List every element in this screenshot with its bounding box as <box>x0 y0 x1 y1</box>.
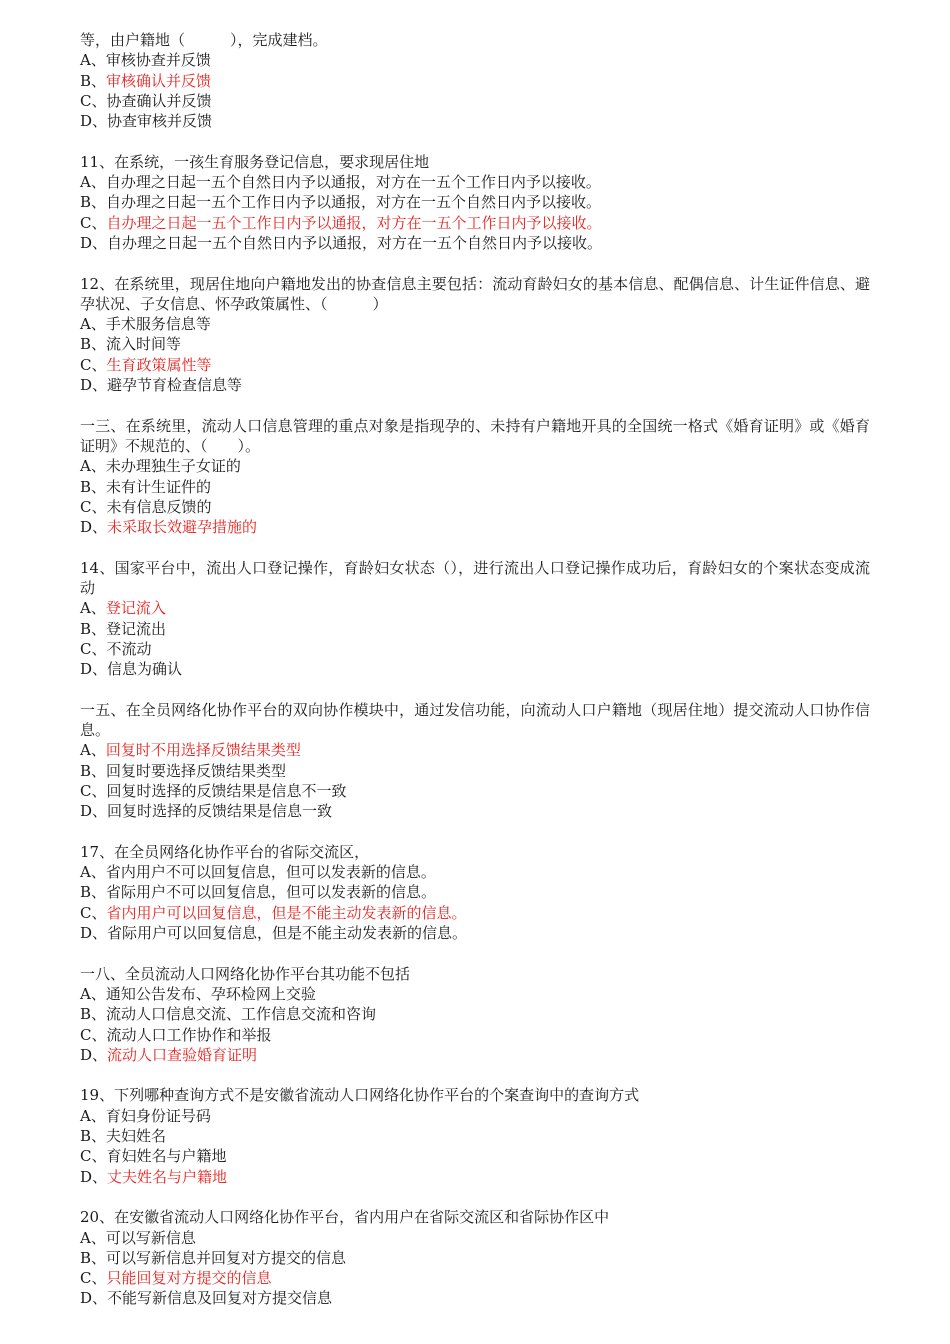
question-stem: 20、在安徽省流动人口网络化协作平台，省内用户在省际交流区和省际协作区中 <box>80 1208 610 1227</box>
correct-answer-text: 登记流入 <box>105 599 166 618</box>
correct-answer-text: 省内用户可以回复信息，但是不能主动发表新的信息。 <box>106 903 467 922</box>
option-letter: C、 <box>80 639 107 658</box>
option-letter: B、 <box>80 477 107 496</box>
option-text: 回复时要选择反馈结果类型 <box>106 761 287 780</box>
answer-option <box>80 1248 870 1268</box>
answer-option <box>80 801 870 821</box>
correct-answer-text: 流动人口查验婚育证明 <box>107 1045 258 1064</box>
answer-option <box>80 50 870 70</box>
question-block <box>80 964 870 1065</box>
question-block <box>80 30 870 131</box>
answer-option <box>80 903 870 923</box>
option-letter: B、 <box>80 883 107 902</box>
question-block <box>80 1207 870 1308</box>
option-letter: D、 <box>80 660 108 679</box>
option-text: 省内用户不可以回复信息，但可以发表新的信息。 <box>105 863 436 882</box>
option-letter: C、 <box>80 1269 107 1288</box>
option-text: 审核协查并反馈 <box>105 51 211 70</box>
option-text: 育妇姓名与户籍地 <box>106 1147 227 1166</box>
answer-option <box>80 71 870 91</box>
answer-option <box>80 923 870 943</box>
question-stem: 14、国家平台中，流出人口登记操作，育龄妇女状态（），进行流出人口登记操作成功后，育龄妇女的个案状态变成流动 <box>80 558 870 598</box>
document-page <box>80 30 870 1329</box>
option-letter: D、 <box>80 1045 108 1064</box>
answer-option <box>80 456 870 476</box>
answer-option <box>80 111 870 131</box>
question-block <box>80 274 870 396</box>
option-letter: B、 <box>80 1248 107 1267</box>
correct-answer-text: 只能回复对方提交的信息 <box>106 1269 272 1288</box>
answer-option <box>80 619 870 639</box>
answer-option <box>80 1025 870 1045</box>
answer-option <box>80 1146 870 1166</box>
option-letter: A、 <box>80 173 106 192</box>
answer-option <box>80 1228 870 1248</box>
question-stem: 12、在系统里，现居住地向户籍地发出的协查信息主要包括：流动育龄妇女的基本信息、配偶信息、计生证件信息、避孕状况、子女信息、怀孕政策属性、（ ） <box>80 274 870 313</box>
answer-option <box>80 517 870 537</box>
question-stem: 一八、全员流动人口网络化协作平台其功能不包括 <box>80 964 411 983</box>
option-letter: A、 <box>80 741 106 760</box>
option-text: 育妇身份证号码 <box>105 1106 211 1125</box>
question-stem: 11、在系统，一孩生育服务登记信息，要求现居住地 <box>80 152 430 171</box>
answer-option <box>80 233 870 253</box>
answer-option <box>80 781 870 801</box>
option-text: 信息为确认 <box>107 660 183 679</box>
option-letter: A、 <box>80 1106 106 1125</box>
answer-option <box>80 477 870 497</box>
option-letter: C、 <box>80 213 107 232</box>
option-letter: B、 <box>80 619 107 638</box>
answer-option <box>80 1167 870 1187</box>
question-block <box>80 558 870 680</box>
option-text: 省际用户不可以回复信息，但可以发表新的信息。 <box>106 883 437 902</box>
option-letter: D、 <box>80 1289 108 1308</box>
option-letter: B、 <box>80 335 107 354</box>
answer-option <box>80 355 870 375</box>
option-letter: A、 <box>80 599 106 618</box>
option-text: 自办理之日起一五个工作日内予以通报，对方在一五个自然日内予以接收。 <box>106 193 602 212</box>
option-letter: D、 <box>80 1167 108 1186</box>
answer-option <box>80 1288 870 1308</box>
answer-option <box>80 172 870 192</box>
option-letter: C、 <box>80 1147 107 1166</box>
option-text: 未办理独生子女证的 <box>105 457 241 476</box>
answer-option <box>80 598 870 618</box>
question-block <box>80 1085 870 1186</box>
option-text: 流入时间等 <box>106 335 182 354</box>
correct-answer-text: 未采取长效避孕措施的 <box>107 518 258 537</box>
correct-answer-text: 丈夫姓名与户籍地 <box>107 1167 228 1186</box>
question-block <box>80 842 870 943</box>
option-letter: D、 <box>80 924 108 943</box>
question-stem: 19、下列哪种查询方式不是安徽省流动人口网络化协作平台的个案查询中的查询方式 <box>80 1086 640 1105</box>
option-letter: C、 <box>80 781 107 800</box>
question-stem: 等，由户籍地（ ），完成建档。 <box>80 31 328 49</box>
option-text: 未有信息反馈的 <box>106 497 212 516</box>
option-letter: C、 <box>80 903 107 922</box>
option-letter: C、 <box>80 497 107 516</box>
correct-answer-text: 回复时不用选择反馈结果类型 <box>105 741 301 760</box>
option-text: 流动人口信息交流、工作信息交流和咨询 <box>106 1005 377 1024</box>
option-letter: A、 <box>80 315 106 334</box>
answer-option <box>80 334 870 354</box>
option-letter: B、 <box>80 193 107 212</box>
answer-option <box>80 659 870 679</box>
answer-option <box>80 639 870 659</box>
question-block <box>80 416 870 538</box>
option-text: 登记流出 <box>106 619 167 638</box>
question-stem: 一三、在系统里，流动人口信息管理的重点对象是指现孕的、未持有户籍地开具的全国统一格式《婚育证明》或《婚育证明》不规范的、（ ）。 <box>80 416 870 455</box>
answer-option <box>80 213 870 233</box>
option-letter: A、 <box>80 863 106 882</box>
option-text: 手术服务信息等 <box>105 315 211 334</box>
answer-option <box>80 91 870 111</box>
option-letter: A、 <box>80 51 106 70</box>
option-letter: B、 <box>80 761 107 780</box>
option-letter: C、 <box>80 1025 107 1044</box>
correct-answer-text: 自办理之日起一五个工作日内予以通报，对方在一五个工作日内予以接收。 <box>106 213 602 232</box>
option-letter: D、 <box>80 112 108 131</box>
option-letter: D、 <box>80 233 108 252</box>
option-text: 自办理之日起一五个自然日内予以通报，对方在一五个自然日内予以接收。 <box>107 233 603 252</box>
answer-option <box>80 862 870 882</box>
option-text: 可以写新信息并回复对方提交的信息 <box>106 1248 347 1267</box>
option-letter: D、 <box>80 376 108 395</box>
answer-option <box>80 497 870 517</box>
answer-option <box>80 761 870 781</box>
option-text: 回复时选择的反馈结果是信息不一致 <box>106 781 347 800</box>
answer-option <box>80 375 870 395</box>
option-text: 未有计生证件的 <box>106 477 212 496</box>
option-letter: A、 <box>80 457 106 476</box>
option-letter: B、 <box>80 1127 107 1146</box>
question-stem: 一五、在全员网络化协作平台的双向协作模块中，通过发信功能，向流动人口户籍地（现居住地）提交流动人口协作信息。 <box>80 700 870 740</box>
option-text: 协查确认并反馈 <box>106 91 212 110</box>
option-letter: C、 <box>80 355 107 374</box>
option-letter: B、 <box>80 1005 107 1024</box>
correct-answer-text: 审核确认并反馈 <box>106 71 212 90</box>
option-letter: A、 <box>80 1228 106 1247</box>
answer-option <box>80 1268 870 1288</box>
answer-option <box>80 1045 870 1065</box>
answer-option <box>80 882 870 902</box>
option-text: 不流动 <box>106 639 152 658</box>
answer-option <box>80 740 870 760</box>
question-block <box>80 152 870 253</box>
option-text: 协查审核并反馈 <box>107 112 213 131</box>
answer-option <box>80 984 870 1004</box>
answer-option <box>80 314 870 334</box>
option-letter: D、 <box>80 518 108 537</box>
question-block <box>80 700 870 822</box>
option-letter: C、 <box>80 91 107 110</box>
option-text: 回复时选择的反馈结果是信息一致 <box>107 802 333 821</box>
option-text: 避孕节育检查信息等 <box>107 376 243 395</box>
answer-option <box>80 1126 870 1146</box>
option-text: 夫妇姓名 <box>106 1127 167 1146</box>
answer-option <box>80 1106 870 1126</box>
correct-answer-text: 生育政策属性等 <box>106 355 212 374</box>
question-stem: 17、在全员网络化协作平台的省际交流区， <box>80 842 370 861</box>
answer-option <box>80 192 870 212</box>
option-text: 通知公告发布、孕环检网上交验 <box>105 984 316 1003</box>
option-text: 不能写新信息及回复对方提交信息 <box>107 1289 333 1308</box>
option-text: 可以写新信息 <box>105 1228 196 1247</box>
option-text: 省际用户可以回复信息，但是不能主动发表新的信息。 <box>107 924 468 943</box>
option-letter: B、 <box>80 71 107 90</box>
answer-option <box>80 1004 870 1024</box>
option-text: 自办理之日起一五个自然日内予以通报，对方在一五个工作日内予以接收。 <box>105 173 601 192</box>
option-text: 流动人口工作协作和举报 <box>106 1025 272 1044</box>
option-letter: A、 <box>80 984 106 1003</box>
option-letter: D、 <box>80 802 108 821</box>
